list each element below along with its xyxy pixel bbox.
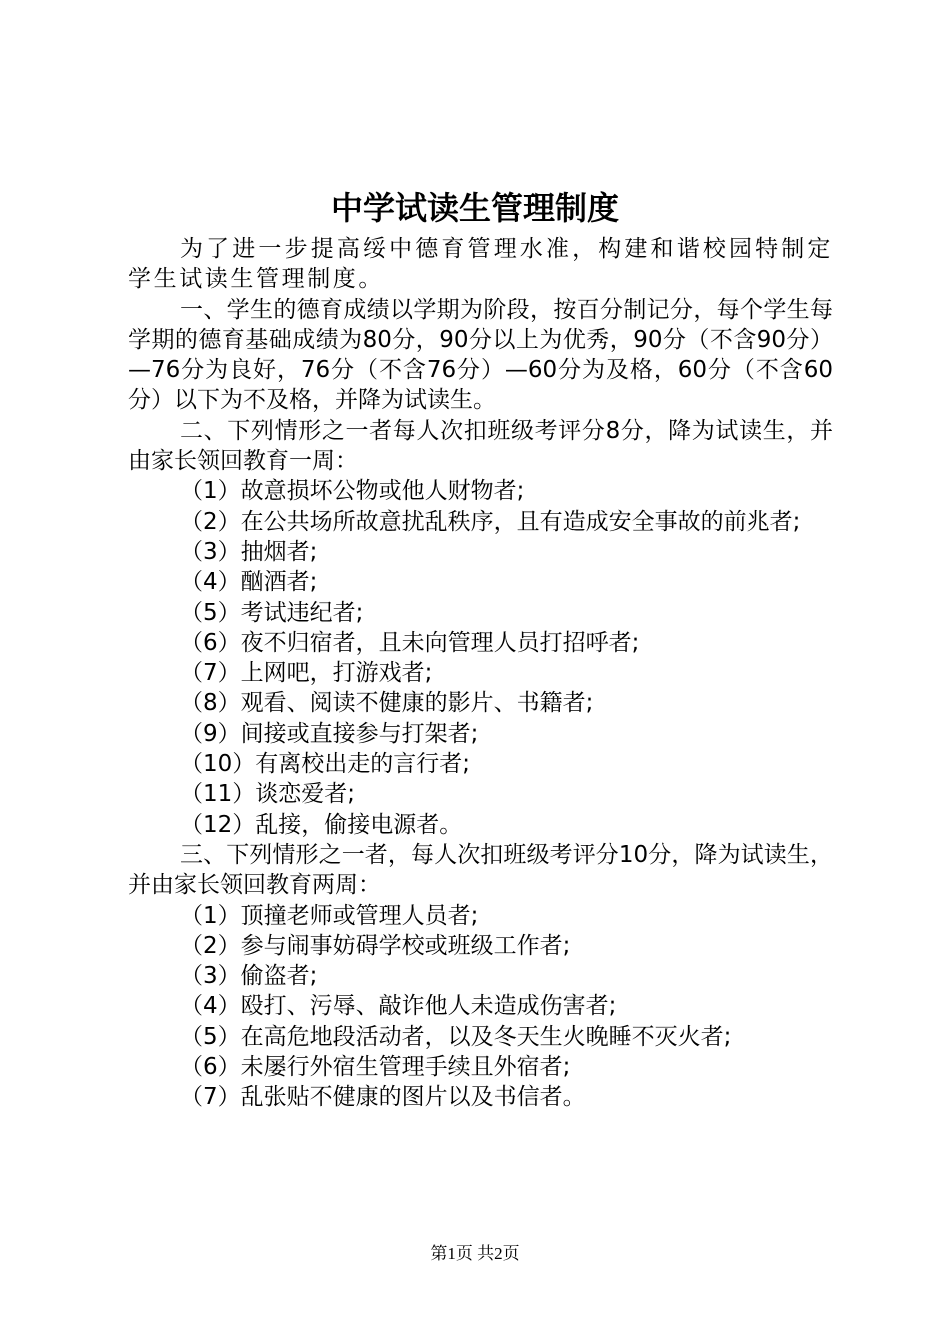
section-3-heading: 三、下列情形之一者，每人次扣班级考评分10分，降为试读生，并由家长领回教育两周： — [128, 841, 833, 899]
section-2-item: （6）夜不归宿者，且未向管理人员打招呼者; — [180, 629, 640, 656]
document-title: 中学试读生管理制度 — [330, 189, 619, 227]
section-2-item: （12）乱接，偷接电源者。 — [180, 811, 463, 838]
section-2-item: （8）观看、阅读不健康的影片、书籍者; — [180, 690, 594, 717]
document-body — [128, 234, 833, 1113]
section-3-item: （3）偷盗者; — [180, 963, 318, 990]
section-3-item: （2）参与闹事妨碍学校或班级工作者; — [180, 932, 571, 959]
section-2-item: （11）谈恋爱者; — [180, 781, 356, 808]
section-3-item: （4）殴打、污辱、敲诈他人未造成伤害者; — [180, 993, 617, 1020]
section-3-item: （6）未屡行外宿生管理手续且外宿者; — [180, 1054, 571, 1081]
section-2-item: （3）抽烟者; — [180, 538, 318, 565]
page-number-footer: 第1页 共2页 — [430, 1244, 520, 1263]
intro-paragraph: 为了进一步提高绥中德育管理水准，构建和谐校园特制定学生试读生管理制度。 — [128, 236, 833, 293]
section-3-item: （7）乱张贴不健康的图片以及书信者。 — [180, 1084, 586, 1111]
section-2-item: （9）间接或直接参与打架者; — [180, 720, 479, 747]
section-2-item: （4）酗酒者; — [180, 569, 318, 596]
section-3-item: （5）在高危地段活动者，以及冬天生火晚睡不灭火者; — [180, 1023, 732, 1050]
section-2-heading: 二、下列情形之一者每人次扣班级考评分8分，降为试读生，并由家长领回教育一周： — [128, 417, 833, 475]
section-3-item: （1）顶撞老师或管理人员者; — [180, 902, 479, 929]
section-2-item: （5）考试违纪者; — [180, 599, 364, 626]
section-2-item: （10）有离校出走的言行者; — [180, 751, 471, 778]
section-2-item: （7）上网吧，打游戏者; — [180, 660, 433, 687]
section-1-paragraph: 一、学生的德育成绩以学期为阶段，按百分制记分，每个学生每学期的德育基础成绩为80分，90分以上为优秀，90分（不含90分）—76分为良好，76分（不含76分）—60分为及格，60分（不含60分）以下为不及格，并降为试读生。 — [128, 296, 833, 414]
section-2-item: （1）故意损坏公物或他人财物者; — [180, 478, 525, 505]
section-2-item: （2）在公共场所故意扰乱秩序，且有造成安全事故的前兆者; — [180, 508, 801, 535]
